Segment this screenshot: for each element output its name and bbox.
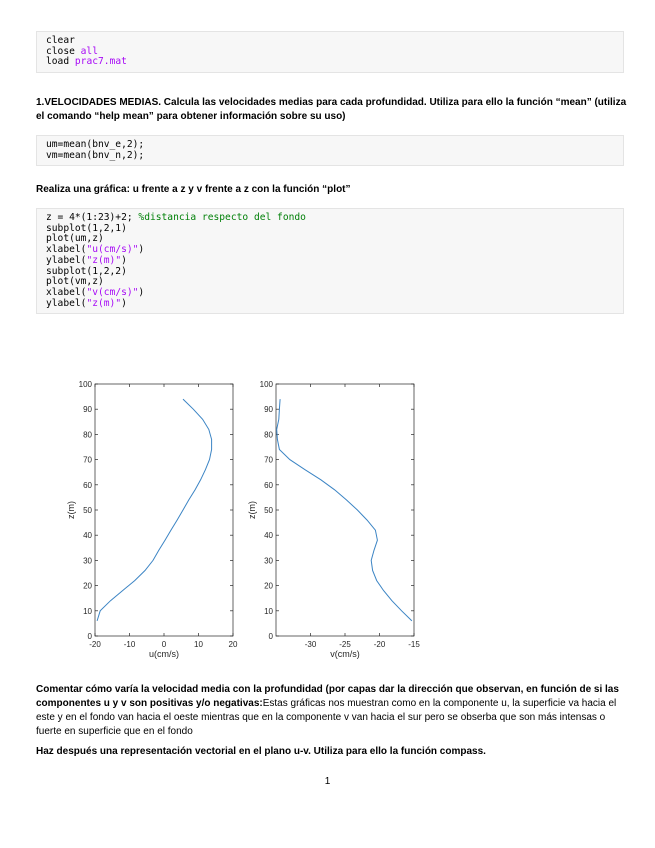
code-line	[46, 213, 623, 224]
code-token: subplot(1,2,1)	[46, 222, 127, 234]
page-number: 1	[324, 776, 331, 787]
section-heading-compass: Haz después una representación vectorial en el plano u-v. Utiliza para ello la función compass.	[36, 746, 486, 757]
y-tick-label: 40	[83, 531, 92, 541]
code-token: ylabel(	[46, 254, 87, 266]
chart-2	[247, 380, 420, 659]
code-string: "v(cm/s)"	[86, 286, 139, 298]
y-tick-label: 70	[264, 455, 273, 465]
code-line	[46, 224, 623, 235]
code-line	[46, 267, 623, 278]
y-axis-label: z(m)	[66, 501, 76, 519]
y-tick-label: 30	[264, 556, 273, 566]
code-token: load	[46, 56, 75, 68]
code-line	[46, 245, 623, 256]
code-token: xlabel(	[46, 286, 87, 298]
code-token: plot(um,z)	[46, 233, 104, 245]
section-heading-grafica: Realiza una gráfica: u frente a z y v frente a z con la función “plot”	[36, 184, 351, 195]
x-tick-label: -20	[89, 640, 101, 649]
code-line	[46, 36, 623, 47]
code-line	[46, 288, 623, 299]
x-tick-label: 20	[228, 640, 238, 649]
code-string: "u(cm/s)"	[86, 244, 139, 256]
code-token: xlabel(	[46, 244, 87, 256]
x-axis-label: u(cm/s)	[149, 649, 179, 659]
code-block-plot	[36, 208, 624, 314]
y-tick-label: 60	[264, 480, 273, 490]
code-line	[46, 299, 623, 310]
code-token: )	[121, 297, 127, 309]
y-tick-label: 0	[268, 632, 273, 641]
x-tick-label: -25	[339, 640, 351, 649]
y-tick-label: 10	[83, 606, 92, 616]
x-tick-label: 10	[194, 640, 203, 649]
y-tick-label: 50	[264, 506, 273, 515]
chart-1	[66, 380, 238, 659]
chart-plot-area	[95, 384, 233, 636]
x-tick-label: -20	[373, 640, 386, 649]
code-comment: %distancia respecto del fondo	[138, 212, 306, 223]
x-tick-label: -10	[123, 640, 136, 649]
y-tick-label: 80	[264, 430, 273, 440]
y-tick-label: 20	[83, 581, 92, 591]
code-token: )	[138, 244, 145, 256]
x-tick-label: 0	[161, 640, 167, 649]
y-tick-label: 20	[264, 581, 273, 591]
code-token: plot(vm,z)	[46, 276, 104, 288]
y-tick-label: 30	[83, 556, 92, 566]
code-token: close	[46, 45, 81, 57]
code-token: )	[138, 286, 145, 298]
y-tick-label: 100	[259, 380, 273, 389]
y-tick-label: 80	[83, 430, 92, 440]
comment-answer: Estas gráficas nos muestran como en la componente u, la superficie va hacia el este y en el fondo van hacia el oeste mientras que en la componente v van hacia el sur pero se obserba que son más intensas o fuerte en superficie que en el fondo	[36, 698, 617, 737]
section-heading-velocidades-medias: 1.VELOCIDADES MEDIAS. Calcula las velocidades medias para cada profundidad. Utiliza para ello la función “mean” (utiliza el comando “help mean” para obtener información sobre su uso)	[36, 97, 627, 122]
code-token: vm=mean(bnv_n,2);	[46, 149, 145, 161]
x-tick-label: -30	[304, 640, 317, 649]
code-line	[46, 256, 623, 267]
y-tick-label: 10	[264, 606, 273, 616]
y-tick-label: 90	[83, 405, 92, 415]
x-tick-label: -15	[408, 640, 420, 649]
comment-question: Comentar cómo varía la velocidad media con la profundidad (por capas dar la dirección que observan, en función de si las componentes u y v son positivas y/o negativas:	[36, 684, 619, 709]
y-tick-label: 0	[87, 632, 92, 641]
code-token: um=mean(bnv_e,2);	[46, 139, 145, 150]
code-token: ylabel(	[46, 297, 87, 309]
comment-paragraph	[36, 683, 626, 739]
y-tick-label: 40	[264, 531, 273, 541]
y-tick-label: 70	[83, 455, 92, 465]
x-axis-label: v(cm/s)	[330, 649, 360, 659]
code-block-load	[36, 31, 624, 73]
chart-plot-area	[276, 384, 414, 636]
code-string: "z(m)"	[86, 297, 122, 309]
code-token: z = 4*(1:23)+2;	[46, 212, 139, 223]
code-line	[46, 151, 623, 162]
code-token: clear	[46, 35, 75, 46]
code-string: "z(m)"	[86, 254, 122, 266]
y-tick-label: 100	[78, 380, 92, 389]
code-string: prac7.mat	[74, 56, 127, 68]
y-tick-label: 60	[83, 480, 92, 490]
code-string: all	[80, 45, 98, 57]
y-tick-label: 90	[264, 405, 273, 415]
code-token: )	[121, 254, 127, 266]
code-line	[46, 47, 623, 58]
code-line	[46, 57, 623, 68]
y-tick-label: 50	[83, 506, 92, 515]
y-axis-label: z(m)	[247, 501, 257, 519]
code-token: subplot(1,2,2)	[46, 265, 127, 277]
velocity-profile-figure	[0, 372, 655, 662]
code-block-mean	[36, 135, 624, 166]
